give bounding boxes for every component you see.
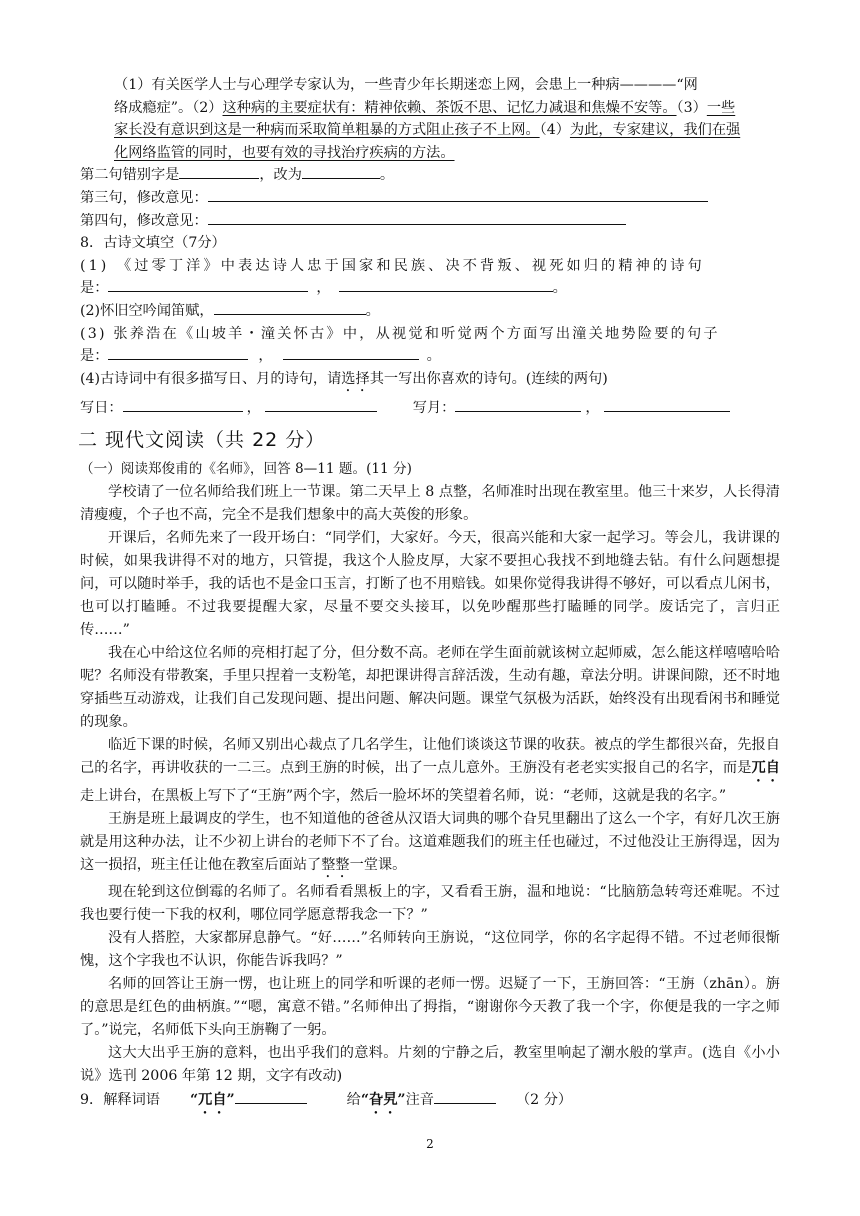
section-title: 二 现代文阅读（共 22 分） (78, 429, 326, 452)
page-number: 2 (426, 1137, 434, 1151)
sun-blank-2[interactable] (265, 397, 377, 412)
item3-blank-2[interactable] (283, 345, 419, 360)
q7-sentence-2: 这种病的主要症状有：精神依赖、茶饭不思、记忆力减退和焦燥不安等。 (222, 99, 677, 116)
moon-blank-1[interactable] (455, 397, 581, 412)
q7-line-3: 家长没有意识到这是一种病而采取简单粗暴的方式阻止孩子不上网。（4）为此，专家建议，我们在强 (114, 122, 741, 139)
keyword-wuzi: 兀自 (751, 760, 780, 777)
q8-item3-b: 是： ， 。 (80, 345, 780, 368)
reading-paragraph-4: 临近下课的时候，名师又别出心裁点了几名学生，让他们谈谈这节课的收获。被点的学生都很兴奋，先报自己的名字，再讲收获的一二三。点到王旃的时候，出了一点儿意外。王旃没有老老实实报自己的名字，而是兀自走上讲台，在黑板上写下了“王旃”两个字，然后一脸坏坏的笑望着名师，说：“老师，这就是我的名字。” (80, 737, 780, 805)
reading-paragraph-5: 王旃是班上最调皮的学生，也不知道他的爸爸从汉语大词典的哪个旮旯里翻出了这么一个字，有好几次王旃就是用这种办法，让不少初上讲台的老师下不了台。这道难题我们的班主任也碰过，不过他没让王旃得逞，因为这一损招，班主任让他在教室后面站了整整一堂课。 (80, 811, 780, 874)
q9-blank-2[interactable] (434, 1089, 496, 1104)
reading-paragraph-6: 现在轮到这位倒霉的名师了。名师看看黑板上的字，又看看王旃，温和地说：“比脑筋急转弯还难呢。不过我也要行使一下我的权利，哪位同学愿意帮我念一下？” (80, 884, 780, 924)
reading-paragraph-8: 名师的回答让王旃一愣，也让班上的同学和听课的老师一愣。迟疑了一下，王旃回答：“王旃（zhān）。旃的意思是红色的曲柄旗。”“嗯，寓意不错。”名师伸出了拇指，“谢谢你今天教了我一个字，你便是我的一字之师了。”说完，名师低下头向王旃鞠了一躬。 (80, 976, 780, 1039)
q7-line-1: （1）有关医学人士与心理学专家认为，一些青少年长期迷恋上网，会患上一种病————“网 (114, 77, 698, 93)
q8-item3-a: (3) 张养浩在《山坡羊・潼关怀古》中，从视觉和听觉两个方面写出潼关地势险要的句子 (80, 325, 720, 342)
page-body (80, 74, 780, 1117)
fourth-sentence-blank[interactable] (208, 210, 626, 225)
reading-intro: （一）阅读郑俊甫的《名师》，回答 8—11 题。(11 分) (80, 461, 412, 478)
third-sentence-blank[interactable] (208, 187, 708, 202)
q7-fourth-line: 第四句，修改意见： (80, 210, 780, 233)
reading-paragraph-2: 开课后，名师先来了一段开场白：“同学们，大家好。今天，很高兴能和大家一起学习。等会儿，我讲课的时候，如果我讲得不对的地方，只管提，我这个人脸皮厚，大家不要担心我找不到地缝去钻。有什么问题想提问，可以随时举手，我的话也不是金口玉言，打断了也不用赔钱。如果你觉得我讲得不够好，可以看点儿闲书，也可以打瞌睡。不过我要提醒大家，尽量不要交头接耳，以免吵醒那些打瞌睡的同学。废话完了，言归正传……” (80, 530, 780, 639)
q8-item2: (2)怀旧空吟闻笛赋， 。 (80, 300, 780, 323)
q8-item1-b: 是： ， 。 (80, 277, 780, 300)
item1-blank-1[interactable] (108, 277, 308, 292)
q9-blank-1[interactable] (235, 1089, 307, 1104)
q9-word-1: “兀自” (189, 1092, 235, 1109)
item2-blank[interactable] (214, 300, 366, 315)
q9-word-2: “旮旯” (360, 1092, 406, 1109)
q8-item4: (4)古诗词中有很多描写日、月的诗句，请选择其一写出你喜欢的诗句。(连续的两句) (80, 370, 608, 387)
reading-paragraph-9: 这大大出乎王旃的意料，也出乎我们的意料。片刻的宁静之后，教室里响起了潮水般的掌声。(选自《小小说》选刊 2006 年第 12 期，文字有改动) (80, 1045, 780, 1085)
q7-sentence-3: 家长没有意识到这是一种病而采取简单粗暴的方式阻止孩子不上网。 (114, 122, 540, 139)
q7-line-2: 络成瘾症”。（2）这种病的主要症状有：精神依赖、茶饭不思、记忆力减退和焦燥不安等。（3）一些 (114, 99, 736, 116)
q8-item1-a: (1) 《过零丁洋》中表达诗人忠于国家和民族、决不背叛、视死如归的精神的诗句 (80, 257, 705, 274)
q7-typo-line: 第二句错别字是 ，改为 。 (80, 164, 780, 187)
sun-blank-1[interactable] (123, 397, 243, 412)
item3-blank-1[interactable] (108, 345, 248, 360)
correction-blank[interactable] (302, 164, 380, 179)
q8-sun-moon: 写日： ， 写月： ， (80, 397, 780, 420)
reading-paragraph-3: 我在心中给这位名师的亮相打起了分，但分数不高。老师在学生面前就该树立起师威，怎么能这样嘻嘻哈哈呢？名师没有带教案，手里只捏着一支粉笔，却把课讲得言辞活泼，生动有趣，章法分明。讲课间隙，还不时地穿插些互动游戏，让我们自己发现问题、提出问题、解决问题。课堂气氛极为活跃，始终没有出现看闲书和睡觉的现象。 (80, 645, 780, 731)
reading-paragraph-1: 学校请了一位名师给我们班上一节课。第二天早上 8 点整，名师准时出现在教室里。他三十来岁，人长得清清瘦瘦，个子也不高，完全不是我们想象中的高大英俊的形象。 (80, 484, 780, 524)
reading-paragraph-7: 没有人搭腔，大家都屏息静气。“好……”名师转向王旃说，“这位同学，你的名字起得不错。不过老师很惭愧，这个字我也不认识，你能告诉我吗？” (80, 930, 780, 970)
moon-blank-2[interactable] (604, 397, 730, 412)
typo-blank[interactable] (179, 164, 259, 179)
q9-line: 9．解释词语 “兀自” 给“旮旯”注音 （2 分） (80, 1089, 780, 1117)
q7-paragraph (80, 74, 780, 164)
q7-third-line: 第三句，修改意见： (80, 187, 780, 210)
item1-blank-2[interactable] (339, 277, 553, 292)
q7-line-4: 化网络监管的同时，也要有效的寻找治疗疾病的方法。 (114, 144, 455, 161)
q8-title: 8．古诗文填空（7分） (80, 235, 226, 252)
q7-sentence-4: 为此，专家建议，我们在强 (569, 122, 741, 139)
